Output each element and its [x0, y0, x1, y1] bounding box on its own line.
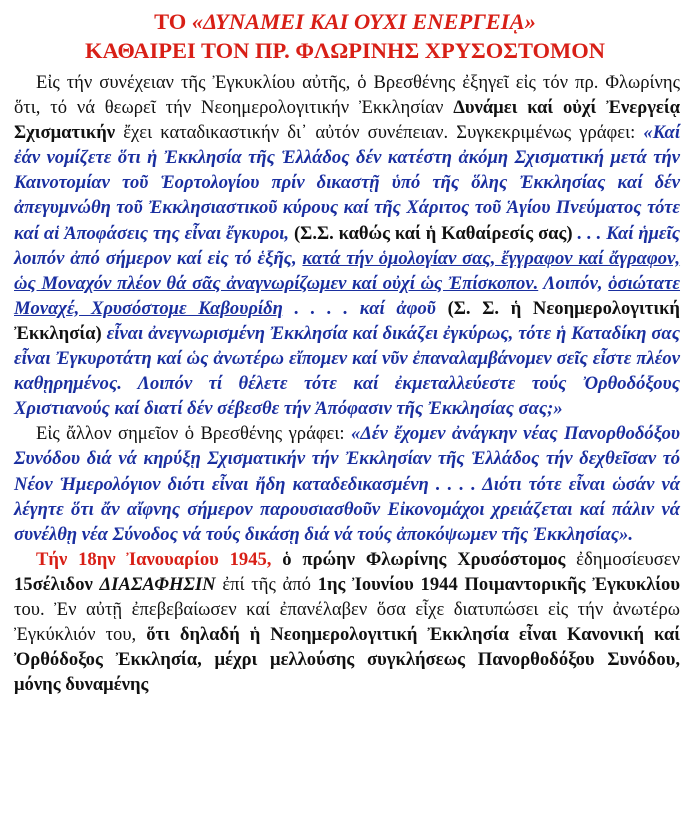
- p3-bold: ὁ πρώην Φλωρίνης Χρυσόστομος: [271, 548, 566, 570]
- p1-underlined-quote: κατά τήν ὁμολογίαν σας, ἔγγραφον καί ἄγραφον, ὡς Μοναχόν πλέον θά σᾶς ἀναγνωρίζωμεν καί οὐχί ὡς Ἐπίσκοπον.: [14, 247, 681, 294]
- p1-text: Εἰς τήν συνέχειαν τῆς Ἐγκυκλίου αὐτῆς, ὁ Βρεσθένης ἐξηγεῖ εἰς τόν πρ. Φλωρίνης ὅτι, τό νά θεωρεῖ τήν Νεοημερολογιτικήν Ἐκκλησίαν: [14, 72, 680, 119]
- p1-quote: «Καί ἐάν νομίζετε ὅτι ἡ Ἐκκλησία τῆς Ἑλλάδος δέν κατέστη ἀκόμη Σχισματική μετά τήν Καινοτομίαν τοῦ Ἑορτολογίου πρίν δικαστῇ ὑπό τῆς ὅλης Ἐκκλησίας καί δέν ἀπεγυμνώθη τοῦ Ἐκκλησιαστικοῦ κύρους καί τῆς Χάριτος τοῦ Ἁγίου Πνεύματος τότε καί αἱ Ἀποφάσεις της εἶναι ἔγκυροι,: [14, 122, 680, 244]
- p3-text: ἐπί τῆς ἀπό: [215, 573, 318, 595]
- p2-text: Εἰς ἄλλον σημεῖον ὁ Βρεσθένης γράφει:: [36, 423, 351, 445]
- p2-quote: «Δέν ἔχομεν ἀνάγκην νέας Πανορθοδόξου Συνόδου διά νά κηρύξῃ Σχισματικήν τήν Ἐκκλησίαν τῆς Ἑλλάδος τήν δεχθεῖσαν τό Νέον Ἡμερολόγιον διότι εἶναι ἤδη καταδεδικασμένη . . . . Διότι τότε εἶναι ὡσάν νά λέγητε ὅτι ἄν αἴφνης σήμερον παρουσιασθοῦν Εἰκονομάχοι χρειάζεται καί πάλιν νά συνέλθῃ νέα Σύνοδος νά τούς δικάσῃ διά νά τούς ἀποκόψωμεν τῆς Ἐκκλησίας».: [14, 423, 680, 545]
- p1-underlined-quote: ὁσιώτατε Μοναχέ, Χρυσόστομε Καβουρίδη: [14, 272, 681, 319]
- p1-text: ἔχει καταδικαστικήν δι᾽ αὐτόν συνέπειαν. Συγκεκριμένως γράφει:: [115, 122, 644, 144]
- title-line-2: ΚΑΘΑΙΡΕΙ ΤΟΝ ΠΡ. ΦΛΩΡΙΝΗΣ ΧΡΥΣΟΣΤΟΜΟΝ: [84, 38, 606, 63]
- paragraph-3: [14, 547, 680, 698]
- p1-quote: Λοιπόν,: [538, 272, 609, 294]
- p3-bold: ὅτι δηλαδή ἡ Νεοημερολογιτική Ἐκκλησία εἶναι Κανονική καί Ὀρθόδοξος Ἐκκλησία, μέχρι μελλούσης συγκλήσεως Πανορθοδόξου Συνόδου, μόνης δυναμένης: [14, 624, 680, 696]
- p3-bold: 15σέλιδον: [14, 573, 100, 595]
- p3-date: Τήν 18ην Ἰανουαρίου 1945,: [36, 548, 272, 570]
- title-quoted-phrase: «ΔΥΝΑΜΕΙ ΚΑΙ ΟΥΧΙ ΕΝΕΡΓΕΙᾼ»: [191, 9, 536, 34]
- p3-bold: 1ης Ἰουνίου 1944 Ποιμαντορικῆς Ἐγκυκλίου: [317, 573, 680, 595]
- p1-quote: εἶναι ἀνεγνωρισμένη Ἐκκλησία καί δικάζει ἐγκύρως, τότε ἡ Καταδίκη σας εἶναι Ἐγκυροτάτη καί ὡς ἀνωτέρω εἴπομεν καί νῦν ἐπαναλαμβάνομεν σεῖς εἶστε πλέον καθῃρημένος. Λοιπόν τί θέλετε τότε καί ἐκμεταλλεύεστε τούς Ὀρθοδόξους Χριστιανούς καί διατί δέν σέβεσθε τήν Ἀπόφασιν τῆς Ἐκκλησίας σας;»: [14, 322, 680, 420]
- p1-editor-note: (Σ. Σ. ἡ Νεοημερολογιτική Ἐκκλησία): [14, 297, 680, 344]
- p3-text: ἐδημοσίευσεν: [565, 548, 680, 570]
- article-body: [14, 70, 680, 697]
- p1-editor-note: (Σ.Σ. καθώς καί ἡ Καθαίρεσίς σας): [289, 222, 578, 244]
- p3-text: του. Ἐν αὐτῇ ἐπεβεβαίωσεν καί ἐπανέλαβεν ὅσα εἶχε διατυπώσει εἰς τήν ἀνωτέρω Ἐγκύκλιόν του,: [14, 598, 680, 646]
- title-line-1: [0, 7, 690, 36]
- p1-bold-phrase: Δυνάμει καί οὐχί Ἐνεργείᾳ Σχισματικήν: [14, 97, 680, 144]
- p3-bold-italic: ΔΙΑΣΑΦΗΣΙΝ: [99, 573, 216, 595]
- paragraph-1: [14, 70, 680, 421]
- title-prefix: ΤΟ: [154, 9, 192, 34]
- p1-quote: . . . . καί ἀφοῦ: [282, 297, 436, 319]
- paragraph-2: [14, 421, 680, 546]
- p1-quote: . . . Καί ἡμεῖς λοιπόν ἀπό σήμερον καί εἰς τό ἑξῆς,: [14, 222, 681, 269]
